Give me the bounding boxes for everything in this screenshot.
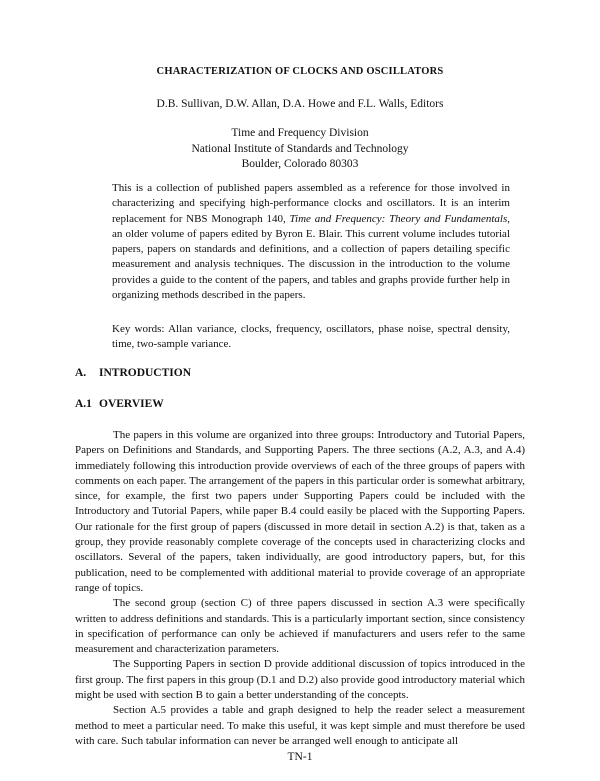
section-number: A. [75,367,87,379]
body-text [75,428,525,749]
author-list: D.B. Sullivan, D.W. Allan, D.A. Howe and F.L. Walls, Editors [156,98,444,110]
abstract-text-part2: , an older volume of papers edited by Byron E. Blair. This current volume includes tutorial papers, papers on standards and definitions, and a collection of papers detailing specific measurement and analysis techniques. The discussion in the introduction to the volume provides a guide to the content of the papers, and tables and graphs provide further help in organizing methods described in the papers. [112,212,511,302]
abstract-paragraph [112,181,510,303]
section-heading-overview [75,398,164,410]
affiliation-location: Boulder, Colorado 80303 [241,158,359,170]
keywords-paragraph: Key words: Allan variance, clocks, frequency, oscillators, phase noise, spectral density, time, two-sample variance. [112,323,510,351]
section-title: INTRODUCTION [99,367,192,379]
body-paragraph: Section A.5 provides a table and graph designed to help the reader select a measurement method to meet a particular need. To make this useful, it was kept simple and must therefore be used with care. Such tabular information can never be arranged well enough to anticipate all [75,704,525,747]
section-number: A.1 [75,398,92,410]
abstract-text-part1: This is a collection of published papers assembled as a reference for those involved in characterizing and specifying high-performance clocks and oscillators. It is an interim replacement for NBS Monograph 140, [112,182,510,225]
affiliation-institute: National Institute of Standards and Technology [191,142,409,155]
section-title: OVERVIEW [99,398,164,410]
section-heading-introduction [75,367,191,379]
page-number: TN-1 [287,751,313,763]
affiliation-block [0,126,600,173]
body-paragraph: The Supporting Papers in section D provide additional discussion of topics introduced in the first group. The first papers in this group (D.1 and D.2) also provide good introductory material which might be used with section B to gain a better understanding of the concepts. [75,658,525,702]
document-title: CHARACTERIZATION OF CLOCKS AND OSCILLATORS [156,66,444,77]
affiliation-division: Time and Frequency Division [231,127,369,139]
abstract-italic-reference: Time and Frequency: Theory and Fundamentals [289,212,508,225]
body-paragraph: The second group (section C) of three papers discussed in section A.3 were specifically written to address definitions and standards. This is a particularly important section, since consistency in specification of performance can only be achieved if manufacturers and users refer to the same measurement and characterization parameters. [75,597,525,656]
body-paragraph: The papers in this volume are organized into three groups: Introductory and Tutorial Papers, Papers on Definitions and Standards, and Supporting Papers. The three sections (A.2, A.3, and A.4) immediately following this introduction provide overviews of each of the three groups of papers with comments on each paper. The arrangement of the papers in this particular order is somewhat arbitrary, since, for example, the first two papers under Supporting Papers could be included with the Introductory and Tutorial Papers, while paper B.4 could easily be placed with the Supporting Papers. Our rationale for the first group of papers (discussed in more detail in section A.2) is that, taken as a group, they provide reasonably complete coverage of the concepts used in characterizing clocks and oscillators. Several of the papers, taken individually, are good introductory papers, but, for this publication, need to be complemented with additional material to provide coverage of an appropriate range of topics. [75,429,525,594]
